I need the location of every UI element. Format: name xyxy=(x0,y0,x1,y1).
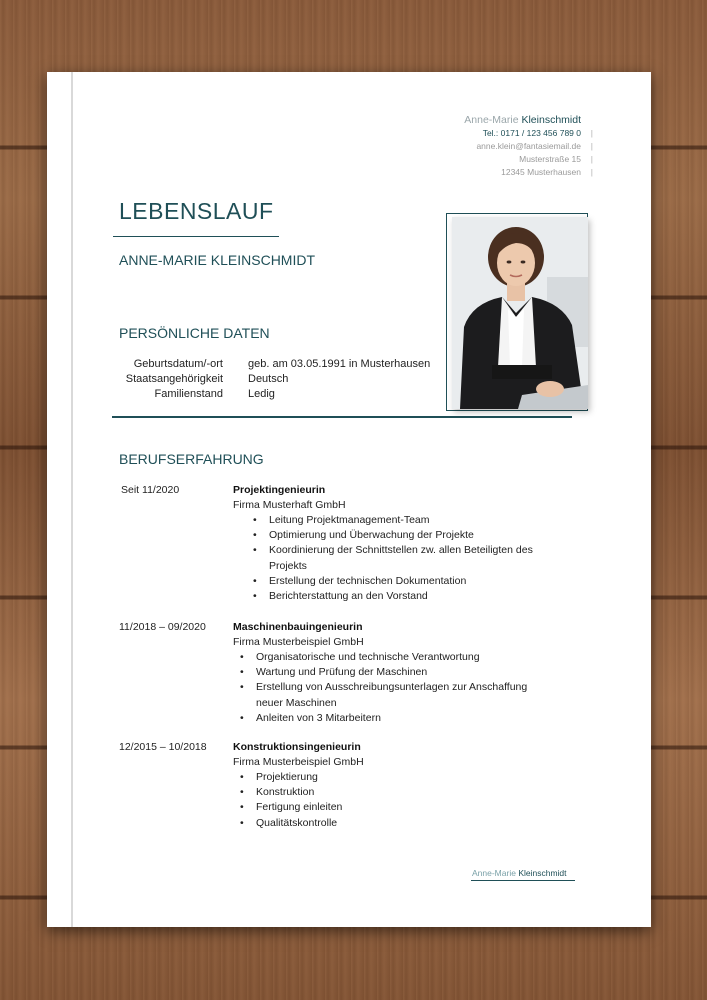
separator: | xyxy=(590,128,593,138)
personal-value: Deutsch xyxy=(248,373,289,385)
footer-name xyxy=(472,868,567,878)
section-heading-experience: BERUFSERFAHRUNG xyxy=(119,451,264,467)
job-title: Konstruktionsingenieurin xyxy=(233,741,361,753)
job-date: Seit 11/2020 xyxy=(121,484,180,496)
section-divider xyxy=(112,416,572,418)
job-company: Firma Musterbeispiel GmbH xyxy=(233,636,364,648)
portrait-illustration xyxy=(452,217,588,409)
duty-item: • Berichterstattung an den Vorstand xyxy=(269,589,533,604)
duty-item: • Anleiten von 3 Mitarbeitern xyxy=(256,711,527,726)
duty-item: • Optimierung und Überwachung der Projekte xyxy=(269,528,533,543)
personal-label: Staatsangehörigkeit xyxy=(125,373,223,385)
header-city: 12345 Musterhausen xyxy=(501,167,581,177)
header-email: anne.klein@fantasiemail.de xyxy=(476,141,581,151)
header-phone: Tel.: 0171 / 123 456 789 0 xyxy=(482,128,581,138)
duty-item-continued: neuer Maschinen xyxy=(256,696,337,709)
title-underline xyxy=(113,236,279,237)
profile-photo xyxy=(452,217,588,409)
job-date: 11/2018 – 09/2020 xyxy=(119,621,206,633)
personal-label: Geburtsdatum/-ort xyxy=(133,358,223,370)
job-date: 12/2015 – 10/2018 xyxy=(119,741,207,753)
duty-item: • Koordinierung der Schnittstellen zw. allen Beteiligten des xyxy=(269,543,533,558)
header-street: Musterstraße 15 xyxy=(519,154,581,164)
header-phone-line xyxy=(483,128,593,138)
job-duties xyxy=(256,770,342,831)
job-duties xyxy=(256,650,527,726)
duty-item-continued: Projekts xyxy=(269,559,307,572)
footer-underline xyxy=(471,880,575,881)
margin-line xyxy=(71,72,73,927)
job-company: Firma Musterhaft GmbH xyxy=(233,499,346,511)
separator: | xyxy=(590,154,593,164)
duty-item: • Erstellung der technischen Dokumentation xyxy=(269,574,533,589)
page-title: LEBENSLAUF xyxy=(119,198,274,224)
header-last-name: Kleinschmidt xyxy=(521,114,581,126)
footer-last-name: Kleinschmidt xyxy=(518,868,567,878)
duty-item: • Fertigung einleiten xyxy=(256,800,342,815)
job-duties xyxy=(269,513,533,604)
job-company: Firma Musterbeispiel GmbH xyxy=(233,756,364,768)
duty-item: • Leitung Projektmanagement-Team xyxy=(269,513,533,528)
header-email-line xyxy=(476,141,593,151)
full-name: ANNE-MARIE KLEINSCHMIDT xyxy=(119,252,316,268)
personal-label: Familienstand xyxy=(154,388,223,400)
duty-item: • Wartung und Prüfung der Maschinen xyxy=(256,665,527,680)
duty-item: • Qualitätskontrolle xyxy=(256,816,342,831)
duty-item: • Konstruktion xyxy=(256,785,342,800)
cv-page xyxy=(47,72,651,927)
header-name xyxy=(464,114,593,126)
section-heading-personal: PERSÖNLICHE DATEN xyxy=(119,325,270,341)
footer-first-name: Anne-Marie xyxy=(472,868,516,878)
header-street-line xyxy=(519,154,593,164)
duty-item: • Erstellung von Ausschreibungsunterlagen zur Anschaffung xyxy=(256,680,527,695)
job-title: Maschinenbauingenieurin xyxy=(233,621,363,633)
duty-item: • Projektierung xyxy=(256,770,342,785)
job-title: Projektingenieurin xyxy=(233,484,326,496)
header-city-line xyxy=(501,167,593,177)
header-first-name: Anne-Marie xyxy=(464,114,519,126)
duty-item: • Organisatorische und technische Verantwortung xyxy=(256,650,527,665)
personal-value: geb. am 03.05.1991 in Musterhausen xyxy=(248,358,431,370)
separator: | xyxy=(590,141,593,151)
separator: | xyxy=(590,167,593,177)
personal-value: Ledig xyxy=(248,388,275,400)
